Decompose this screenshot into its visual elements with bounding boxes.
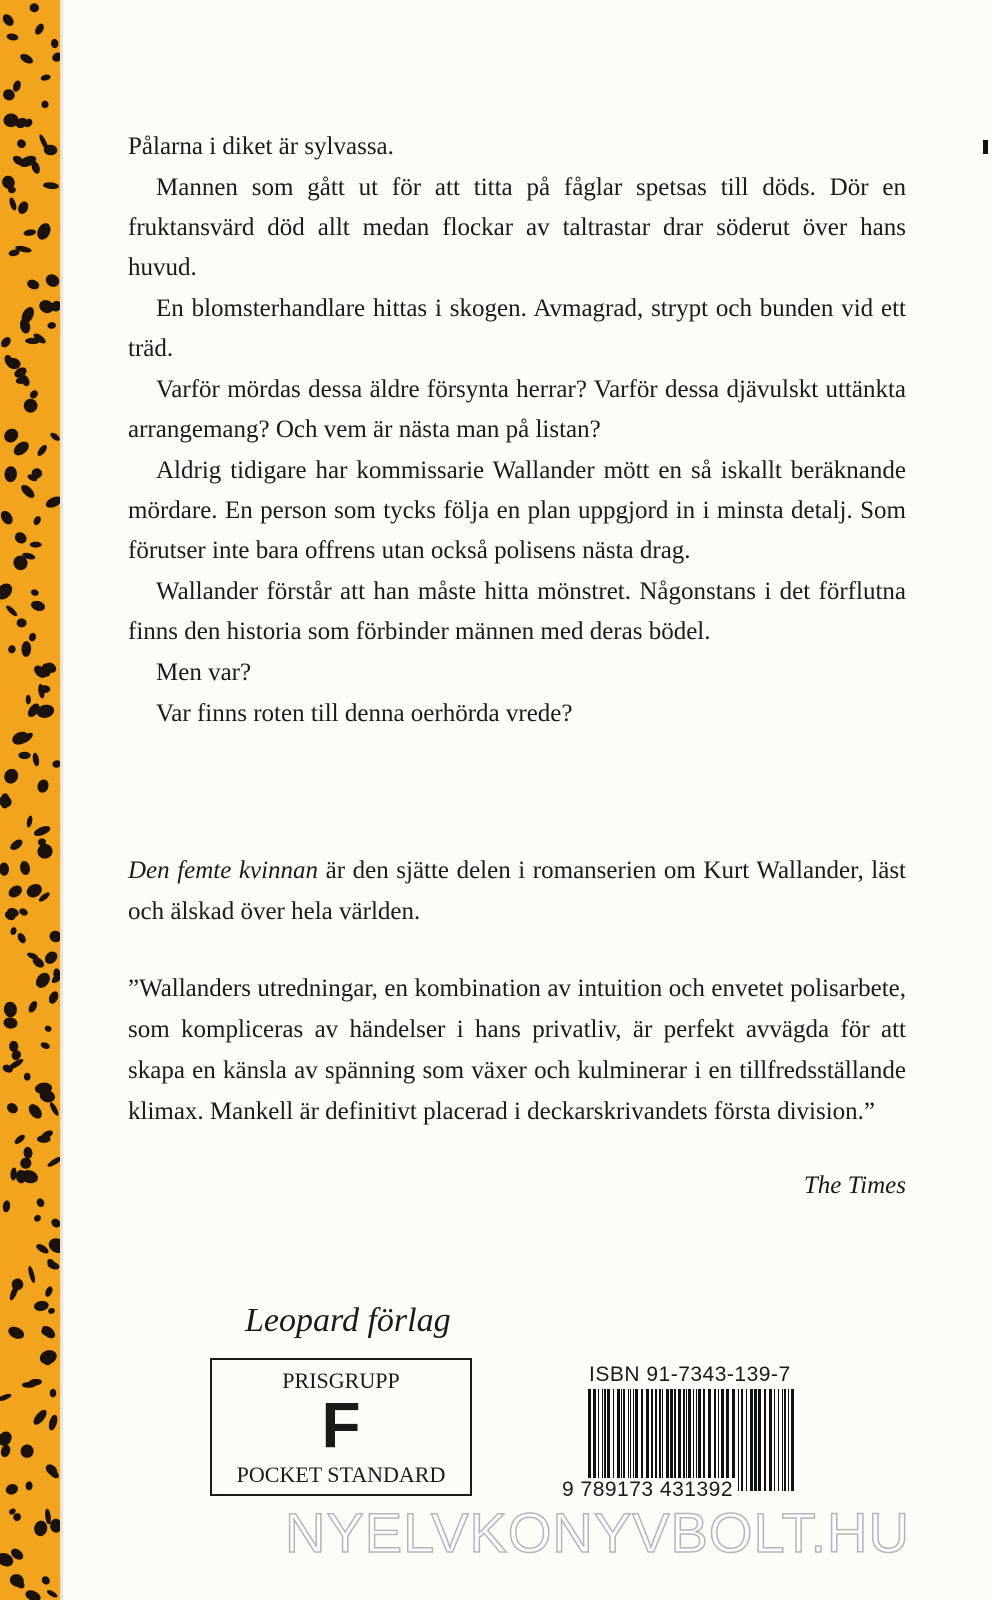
review-source: The Times	[803, 1172, 906, 1199]
leopard-spot	[2, 766, 21, 786]
leopard-spot	[3, 1016, 19, 1029]
barcode-bar	[758, 1389, 761, 1491]
leopard-pattern-spine	[0, 0, 62, 1600]
leopard-spots	[0, 0, 62, 1600]
leopard-spot	[36, 443, 49, 457]
blurb-paragraph: Pålarna i diket är sylvassa.	[128, 133, 394, 160]
leopard-spot	[40, 685, 51, 693]
leopard-spot	[18, 907, 29, 917]
barcode-bar	[703, 1389, 705, 1491]
book-title: Den femte kvinnan	[128, 857, 319, 884]
leopard-spot	[15, 138, 27, 150]
barcode-bar	[698, 1389, 701, 1491]
barcode-bar	[633, 1389, 634, 1491]
leopard-spot	[30, 588, 40, 597]
price-group-label: PRISGRUPP	[282, 1368, 400, 1393]
leopard-spot	[0, 1444, 12, 1459]
leopard-spot	[2, 1200, 11, 1213]
leopard-spot	[21, 641, 31, 657]
barcode-bar	[721, 1389, 724, 1491]
leopard-spot	[30, 542, 42, 548]
barcode-bar	[791, 1389, 794, 1491]
spine-edge	[60, 0, 63, 1600]
leopard-spot	[8, 197, 18, 212]
leopard-spot	[18, 752, 30, 759]
barcode-bar	[613, 1389, 614, 1491]
leopard-spot	[35, 1242, 50, 1255]
leopard-spot	[32, 752, 40, 766]
leopard-spot	[26, 278, 41, 291]
leopard-spot	[36, 778, 50, 794]
leopard-spot	[31, 1408, 49, 1427]
blurb-text	[128, 127, 906, 735]
leopard-spot	[42, 949, 59, 966]
leopard-spot	[19, 483, 37, 501]
blurb-paragraph: Varför mördas dessa äldre försynta herrar? Varför dessa djävulskt uttänkta arrangemang? Och vem är nästa man på listan?	[128, 376, 906, 443]
leopard-spot	[13, 530, 29, 546]
leopard-spot	[33, 1300, 49, 1312]
barcode-bar	[774, 1389, 775, 1491]
watermark: NYELVKONYVBOLT.HU	[285, 1501, 910, 1564]
barcode-bar	[655, 1389, 657, 1491]
barcode-bar	[674, 1389, 676, 1491]
barcode-bar	[788, 1389, 789, 1491]
price-group-box	[210, 1358, 472, 1496]
barcode-bar	[651, 1389, 653, 1491]
leopard-spot	[33, 1520, 49, 1538]
leopard-spot	[16, 618, 27, 628]
barcode-bar	[693, 1389, 694, 1491]
leopard-spot	[23, 398, 39, 414]
leopard-spot	[4, 466, 17, 483]
barcode-bar	[670, 1389, 673, 1491]
review-quote: ”Wallanders utredningar, en kombination av intuition och envetet polisarbete, som kompliceras av händelser i hans privatliv, är perfekt avvägda för att skapa en känsla av spänning som växer och kulminerar i en tillfredsställande klimax. Mankell är definitivt placerad i deckarskrivandets första division.”	[128, 975, 906, 1125]
barcode-bar	[662, 1389, 663, 1491]
leopard-spot	[47, 990, 60, 1005]
leopard-spot	[20, 1444, 34, 1458]
leopard-spot	[13, 1133, 26, 1146]
leopard-spot	[4, 1482, 19, 1496]
leopard-spot	[10, 926, 18, 935]
barcode	[586, 1389, 797, 1491]
leopard-spot	[12, 79, 23, 92]
leopard-spot	[5, 604, 19, 618]
leopard-spot	[44, 1025, 53, 1033]
barcode-bar	[732, 1389, 735, 1491]
leopard-spot	[32, 515, 42, 527]
leopard-spot	[6, 1324, 26, 1341]
barcode-bar	[784, 1389, 786, 1491]
price-group-letter: F	[321, 1389, 361, 1461]
leopard-spot	[50, 38, 59, 48]
leopard-spot	[27, 1265, 36, 1283]
leopard-spot	[37, 298, 56, 316]
barcode-bar	[769, 1389, 772, 1491]
barcode-bar	[750, 1389, 753, 1491]
barcode-bar	[628, 1389, 629, 1491]
leopard-spot	[27, 1000, 39, 1014]
blurb-paragraph: Wallander förstår att han måste hitta mönstret. Någonstans i det förflutna finns den historia som förbinder männen med deras bödel.	[128, 578, 906, 645]
leopard-spot	[44, 1508, 51, 1524]
barcode-bar	[696, 1389, 697, 1491]
barcode-bar	[659, 1389, 661, 1491]
leopard-spot	[28, 389, 39, 401]
leopard-spot	[43, 182, 60, 190]
blurb-paragraph: Men var?	[156, 659, 252, 686]
leopard-spot	[35, 1197, 45, 1208]
leopard-spot	[16, 932, 27, 945]
leopard-spot	[33, 970, 53, 990]
blurb-paragraph: Mannen som gått ut för att titta på fåglar spetsas till döds. Dör en fruktansvärd död allt medan flockar av taltrastar drar söderut över hans huvud.	[128, 174, 906, 281]
leopard-spot	[0, 580, 15, 602]
leopard-spot	[30, 3, 40, 12]
barcode-bar	[617, 1389, 620, 1491]
leopard-spot	[40, 74, 51, 82]
leopard-spot	[33, 1214, 43, 1224]
leopard-spot	[47, 322, 56, 329]
leopard-spot	[28, 632, 37, 642]
leopard-spot	[38, 133, 50, 151]
leopard-spot	[0, 335, 13, 349]
barcode-bar	[782, 1389, 783, 1491]
leopard-spot	[6, 33, 19, 42]
leopard-spot	[47, 1414, 59, 1432]
barcode-bar	[593, 1389, 596, 1491]
blurb-paragraph: En blomsterhandlare hittas i skogen. Avmagrad, strypt och bunden vid ett träd.	[128, 295, 906, 362]
leopard-spot	[41, 100, 49, 109]
leopard-spot	[11, 439, 31, 458]
barcode-bar	[588, 1389, 591, 1491]
leopard-spot	[5, 1101, 20, 1116]
series-text: är den sjätte delen i romanserien om Kurt Wallander, läst och älskad över hela världen.	[128, 857, 906, 925]
leopard-spot	[7, 644, 17, 654]
barcode-bar	[598, 1389, 599, 1491]
leopard-spot	[3, 1001, 18, 1018]
leopard-spot	[25, 1481, 32, 1490]
barcode-bar	[686, 1389, 687, 1491]
barcode-bar	[714, 1389, 716, 1491]
barcode-bar	[738, 1389, 739, 1491]
leopard-spot	[10, 1167, 17, 1180]
leopard-spot	[43, 272, 61, 290]
leopard-spot	[16, 200, 30, 216]
blurb-paragraph: Aldrig tidigare har kommissarie Wallander mött en så iskallt beräknande mördare. En person som tycks följa en plan uppgjord in i minsta detalj. Som förutser inte bara offrens utan också polisens nästa drag.	[128, 457, 906, 564]
leopard-spot	[0, 509, 15, 527]
barcode-bar	[746, 1389, 747, 1491]
isbn-label: ISBN 91-7343-139-7	[589, 1363, 791, 1386]
leopard-spot	[33, 22, 45, 36]
barcode-bar	[708, 1389, 711, 1491]
leopard-spot	[24, 1588, 43, 1600]
leopard-spot	[8, 837, 24, 852]
barcode-bar	[607, 1389, 610, 1491]
leopard-spot	[44, 1285, 54, 1298]
publisher-logo: Leopard förlag	[245, 1302, 451, 1339]
barcode-bar	[602, 1389, 603, 1491]
barcode-bar	[604, 1389, 606, 1491]
leopard-spot	[0, 862, 9, 876]
barcode-bar	[683, 1389, 685, 1491]
leopard-spot	[47, 1307, 55, 1315]
barcode-bar	[741, 1389, 743, 1491]
leopard-spot	[26, 815, 33, 828]
blurb-paragraph: Var finns roten till denna oerhörda vrede?	[156, 700, 573, 727]
leopard-spot	[26, 1102, 44, 1121]
barcode-bar	[718, 1389, 719, 1491]
barcode-digits: 9 789173 431392	[562, 1478, 733, 1501]
leopard-spot	[23, 1146, 33, 1159]
barcode-bar	[621, 1389, 622, 1491]
barcode-bar	[646, 1389, 649, 1491]
leopard-spot	[1, 12, 16, 28]
leopard-spot	[1, 426, 21, 445]
barcode-bar	[630, 1389, 631, 1491]
leopard-spot	[48, 1101, 60, 1117]
leopard-spot	[30, 599, 47, 612]
leopard-spot	[35, 842, 54, 861]
barcode-bar	[754, 1389, 757, 1491]
barcode-bar	[764, 1389, 766, 1491]
leopard-spot	[35, 221, 53, 242]
barcode-bar	[688, 1389, 691, 1491]
price-format-label: POCKET STANDARD	[236, 1462, 446, 1487]
barcode-bar	[726, 1389, 729, 1491]
edge-mark	[983, 140, 988, 154]
leopard-spot	[50, 1389, 57, 1398]
leopard-spot	[40, 1575, 51, 1587]
leopard-spot	[26, 695, 31, 705]
barcode-bar	[635, 1389, 638, 1491]
barcode-bar	[678, 1389, 681, 1491]
leopard-spot	[6, 883, 24, 900]
barcode-bar	[666, 1389, 669, 1491]
barcode-bar	[623, 1389, 625, 1491]
leopard-spot	[46, 1589, 59, 1599]
leopard-spot	[19, 52, 35, 66]
barcode-bar	[778, 1389, 779, 1491]
leopard-spot	[0, 1392, 12, 1402]
leopard-spot	[33, 824, 52, 838]
leopard-spot	[19, 860, 31, 876]
leopard-spot	[23, 229, 36, 237]
series-note	[128, 850, 906, 932]
leopard-spot	[24, 1073, 31, 1081]
barcode-bar	[641, 1389, 643, 1491]
leopard-spot	[40, 1041, 51, 1050]
